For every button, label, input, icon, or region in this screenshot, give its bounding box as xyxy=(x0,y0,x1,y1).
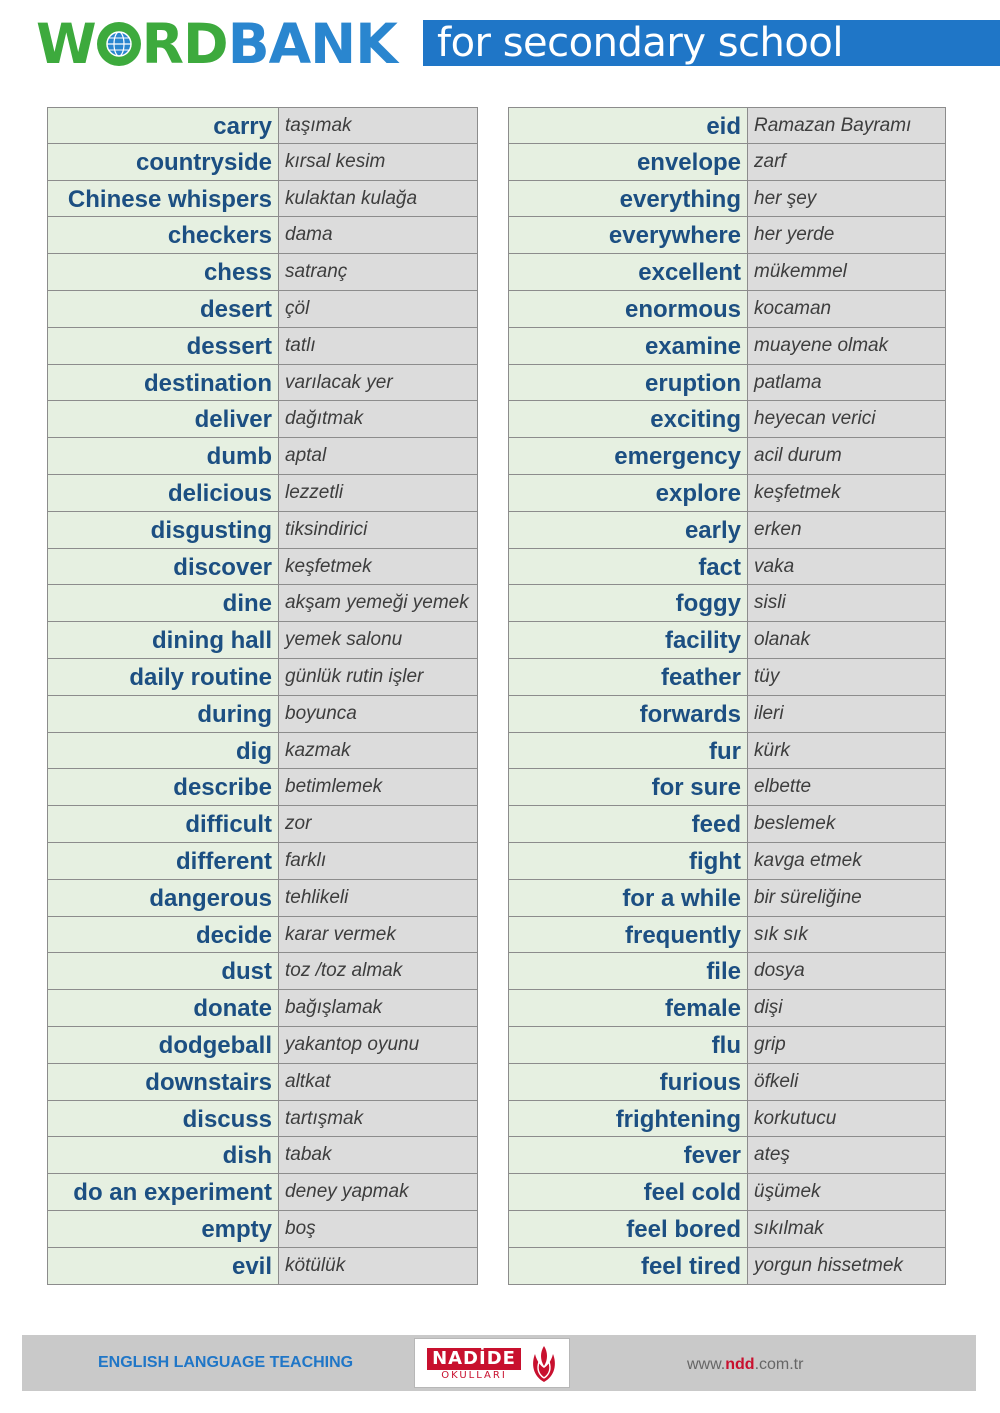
turkish-translation: yakantop oyunu xyxy=(279,1027,478,1063)
url-prefix: www. xyxy=(687,1356,726,1373)
word-row xyxy=(47,1174,478,1211)
turkish-translation: kavga etmek xyxy=(748,843,946,879)
turkish-translation: karar vermek xyxy=(279,917,478,953)
word-row xyxy=(508,512,946,549)
turkish-translation: çöl xyxy=(279,291,478,327)
word-row xyxy=(47,365,478,402)
word-row xyxy=(508,401,946,438)
english-word: fur xyxy=(508,733,748,769)
turkish-translation: erken xyxy=(748,512,946,548)
word-row xyxy=(508,549,946,586)
word-row xyxy=(47,1137,478,1174)
url-suffix: .com.tr xyxy=(754,1356,804,1373)
english-word: excellent xyxy=(508,254,748,290)
word-row xyxy=(47,512,478,549)
turkish-translation: kulaktan kulağa xyxy=(279,181,478,217)
english-word: fight xyxy=(508,843,748,879)
word-row xyxy=(508,806,946,843)
english-word: early xyxy=(508,512,748,548)
english-word: discuss xyxy=(47,1101,279,1137)
english-word: dumb xyxy=(47,438,279,474)
turkish-translation: farklı xyxy=(279,843,478,879)
word-row xyxy=(508,622,946,659)
turkish-translation: sıkılmak xyxy=(748,1211,946,1247)
turkish-translation: boyunca xyxy=(279,696,478,732)
turkish-translation: grip xyxy=(748,1027,946,1063)
english-word: feel bored xyxy=(508,1211,748,1247)
word-row xyxy=(47,953,478,990)
turkish-translation: muayene olmak xyxy=(748,328,946,364)
turkish-translation: akşam yemeği yemek xyxy=(279,585,478,621)
turkish-translation: Ramazan Bayramı xyxy=(748,108,946,143)
english-word: everywhere xyxy=(508,217,748,253)
subtitle-bar: for secondary school xyxy=(423,20,1000,66)
word-row xyxy=(47,880,478,917)
word-row xyxy=(47,1064,478,1101)
english-word: emergency xyxy=(508,438,748,474)
turkish-translation: boş xyxy=(279,1211,478,1247)
english-word: eid xyxy=(508,108,748,143)
english-word: downstairs xyxy=(47,1064,279,1100)
word-table-left xyxy=(47,107,478,1285)
turkish-translation: sisli xyxy=(748,585,946,621)
word-row xyxy=(508,990,946,1027)
turkish-translation: kazmak xyxy=(279,733,478,769)
turkish-translation: tüy xyxy=(748,659,946,695)
english-word: for sure xyxy=(508,769,748,805)
turkish-translation: olanak xyxy=(748,622,946,658)
english-word: enormous xyxy=(508,291,748,327)
turkish-translation: günlük rutin işler xyxy=(279,659,478,695)
turkish-translation: ateş xyxy=(748,1137,946,1173)
word-row xyxy=(508,696,946,733)
turkish-translation: aptal xyxy=(279,438,478,474)
turkish-translation: dama xyxy=(279,217,478,253)
turkish-translation: tabak xyxy=(279,1137,478,1173)
turkish-translation: elbette xyxy=(748,769,946,805)
word-row xyxy=(47,291,478,328)
word-row xyxy=(47,549,478,586)
english-word: Chinese whispers xyxy=(47,181,279,217)
english-word: checkers xyxy=(47,217,279,253)
turkish-translation: bir süreliğine xyxy=(748,880,946,916)
turkish-translation: vaka xyxy=(748,549,946,585)
word-table-right xyxy=(508,107,946,1285)
english-word: feel cold xyxy=(508,1174,748,1210)
turkish-translation: sık sık xyxy=(748,917,946,953)
word-row xyxy=(47,328,478,365)
english-word: feel tired xyxy=(508,1248,748,1284)
logo-name: NADİDE xyxy=(427,1348,521,1370)
english-word: dust xyxy=(47,953,279,989)
english-word: frequently xyxy=(508,917,748,953)
word-row xyxy=(508,475,946,512)
turkish-translation: her şey xyxy=(748,181,946,217)
word-row xyxy=(508,659,946,696)
word-row xyxy=(47,806,478,843)
word-row xyxy=(508,181,946,218)
english-word: for a while xyxy=(508,880,748,916)
word-row xyxy=(508,769,946,806)
english-word: exciting xyxy=(508,401,748,437)
english-word: empty xyxy=(47,1211,279,1247)
logo-letters-rd: RD xyxy=(141,11,228,76)
turkish-translation: korkutucu xyxy=(748,1101,946,1137)
english-word: examine xyxy=(508,328,748,364)
turkish-translation: tartışmak xyxy=(279,1101,478,1137)
english-word: fever xyxy=(508,1137,748,1173)
english-word: do an experiment xyxy=(47,1174,279,1210)
word-row xyxy=(508,1174,946,1211)
word-row xyxy=(508,254,946,291)
english-word: carry xyxy=(47,108,279,143)
word-row xyxy=(508,144,946,181)
word-row xyxy=(47,144,478,181)
word-row xyxy=(508,1027,946,1064)
english-word: evil xyxy=(47,1248,279,1284)
turkish-translation: zor xyxy=(279,806,478,842)
english-word: envelope xyxy=(508,144,748,180)
word-row xyxy=(508,585,946,622)
turkish-translation: betimlemek xyxy=(279,769,478,805)
english-word: different xyxy=(47,843,279,879)
turkish-translation: toz /toz almak xyxy=(279,953,478,989)
english-word: file xyxy=(508,953,748,989)
turkish-translation: dosya xyxy=(748,953,946,989)
english-word: difficult xyxy=(47,806,279,842)
word-row xyxy=(508,880,946,917)
turkish-translation: deney yapmak xyxy=(279,1174,478,1210)
english-word: feed xyxy=(508,806,748,842)
page-footer xyxy=(22,1335,976,1391)
turkish-translation: heyecan verici xyxy=(748,401,946,437)
turkish-translation: tiksindirici xyxy=(279,512,478,548)
logo-subtitle: OKULLARI xyxy=(441,1370,507,1381)
english-word: dine xyxy=(47,585,279,621)
turkish-translation: ileri xyxy=(748,696,946,732)
english-word: delicious xyxy=(47,475,279,511)
word-row xyxy=(47,107,478,144)
turkish-translation: dişi xyxy=(748,990,946,1026)
word-row xyxy=(508,291,946,328)
english-word: eruption xyxy=(508,365,748,401)
tulip-icon xyxy=(525,1344,563,1384)
english-word: facility xyxy=(508,622,748,658)
word-row xyxy=(508,438,946,475)
english-word: desert xyxy=(47,291,279,327)
word-row xyxy=(508,1211,946,1248)
english-word: frightening xyxy=(508,1101,748,1137)
turkish-translation: dağıtmak xyxy=(279,401,478,437)
english-word: countryside xyxy=(47,144,279,180)
word-row xyxy=(508,843,946,880)
word-row xyxy=(47,181,478,218)
english-word: discover xyxy=(47,549,279,585)
english-word: dangerous xyxy=(47,880,279,916)
turkish-translation: her yerde xyxy=(748,217,946,253)
english-word: fact xyxy=(508,549,748,585)
turkish-translation: kötülük xyxy=(279,1248,478,1284)
english-word: donate xyxy=(47,990,279,1026)
word-row xyxy=(47,585,478,622)
turkish-translation: yorgun hissetmek xyxy=(748,1248,946,1284)
logo-letter-w: W xyxy=(36,11,96,76)
turkish-translation: varılacak yer xyxy=(279,365,478,401)
word-row xyxy=(508,1137,946,1174)
english-word: daily routine xyxy=(47,659,279,695)
word-row xyxy=(47,1027,478,1064)
word-row xyxy=(508,953,946,990)
page-header xyxy=(0,0,1000,90)
word-row xyxy=(47,1211,478,1248)
english-word: describe xyxy=(47,769,279,805)
word-row xyxy=(47,475,478,512)
word-row xyxy=(508,917,946,954)
english-word: destination xyxy=(47,365,279,401)
word-row xyxy=(47,254,478,291)
nadide-logo xyxy=(414,1338,570,1388)
english-word: dish xyxy=(47,1137,279,1173)
turkish-translation: mükemmel xyxy=(748,254,946,290)
turkish-translation: keşfetmek xyxy=(279,549,478,585)
english-word: dig xyxy=(47,733,279,769)
word-row xyxy=(508,107,946,144)
turkish-translation: kürk xyxy=(748,733,946,769)
english-word: feather xyxy=(508,659,748,695)
turkish-translation: yemek salonu xyxy=(279,622,478,658)
word-row xyxy=(508,733,946,770)
turkish-translation: üşümek xyxy=(748,1174,946,1210)
word-row xyxy=(47,622,478,659)
turkish-translation: kırsal kesim xyxy=(279,144,478,180)
turkish-translation: taşımak xyxy=(279,108,478,143)
turkish-translation: kocaman xyxy=(748,291,946,327)
word-row xyxy=(47,217,478,254)
english-word: chess xyxy=(47,254,279,290)
turkish-translation: beslemek xyxy=(748,806,946,842)
english-word: deliver xyxy=(47,401,279,437)
english-word: dessert xyxy=(47,328,279,364)
turkish-translation: keşfetmek xyxy=(748,475,946,511)
word-row xyxy=(47,401,478,438)
english-word: decide xyxy=(47,917,279,953)
turkish-translation: satranç xyxy=(279,254,478,290)
turkish-translation: zarf xyxy=(748,144,946,180)
turkish-translation: lezzetli xyxy=(279,475,478,511)
footer-url[interactable] xyxy=(687,1335,803,1395)
word-row xyxy=(508,1248,946,1285)
word-row xyxy=(47,696,478,733)
turkish-translation: tehlikeli xyxy=(279,880,478,916)
turkish-translation: altkat xyxy=(279,1064,478,1100)
word-row xyxy=(47,990,478,1027)
turkish-translation: acil durum xyxy=(748,438,946,474)
english-word: furious xyxy=(508,1064,748,1100)
word-row xyxy=(508,217,946,254)
english-word: during xyxy=(47,696,279,732)
wordbank-logo xyxy=(36,11,397,76)
word-row xyxy=(47,1101,478,1138)
word-row xyxy=(47,438,478,475)
word-row xyxy=(47,733,478,770)
turkish-translation: tatlı xyxy=(279,328,478,364)
english-word: foggy xyxy=(508,585,748,621)
word-row xyxy=(47,659,478,696)
english-word: female xyxy=(508,990,748,1026)
word-row xyxy=(47,843,478,880)
english-word: flu xyxy=(508,1027,748,1063)
url-brand: ndd xyxy=(725,1356,755,1373)
word-row xyxy=(508,1101,946,1138)
globe-icon xyxy=(97,22,141,66)
word-row xyxy=(508,365,946,402)
english-word: everything xyxy=(508,181,748,217)
word-row xyxy=(47,1248,478,1285)
turkish-translation: öfkeli xyxy=(748,1064,946,1100)
english-word: disgusting xyxy=(47,512,279,548)
logo-bank: BANK xyxy=(227,11,397,76)
word-row xyxy=(508,1064,946,1101)
word-row xyxy=(508,328,946,365)
turkish-translation: bağışlamak xyxy=(279,990,478,1026)
turkish-translation: patlama xyxy=(748,365,946,401)
english-word: forwards xyxy=(508,696,748,732)
english-word: dining hall xyxy=(47,622,279,658)
word-row xyxy=(47,917,478,954)
word-row xyxy=(47,769,478,806)
footer-department: ENGLISH LANGUAGE TEACHING xyxy=(98,1354,354,1371)
english-word: explore xyxy=(508,475,748,511)
english-word: dodgeball xyxy=(47,1027,279,1063)
